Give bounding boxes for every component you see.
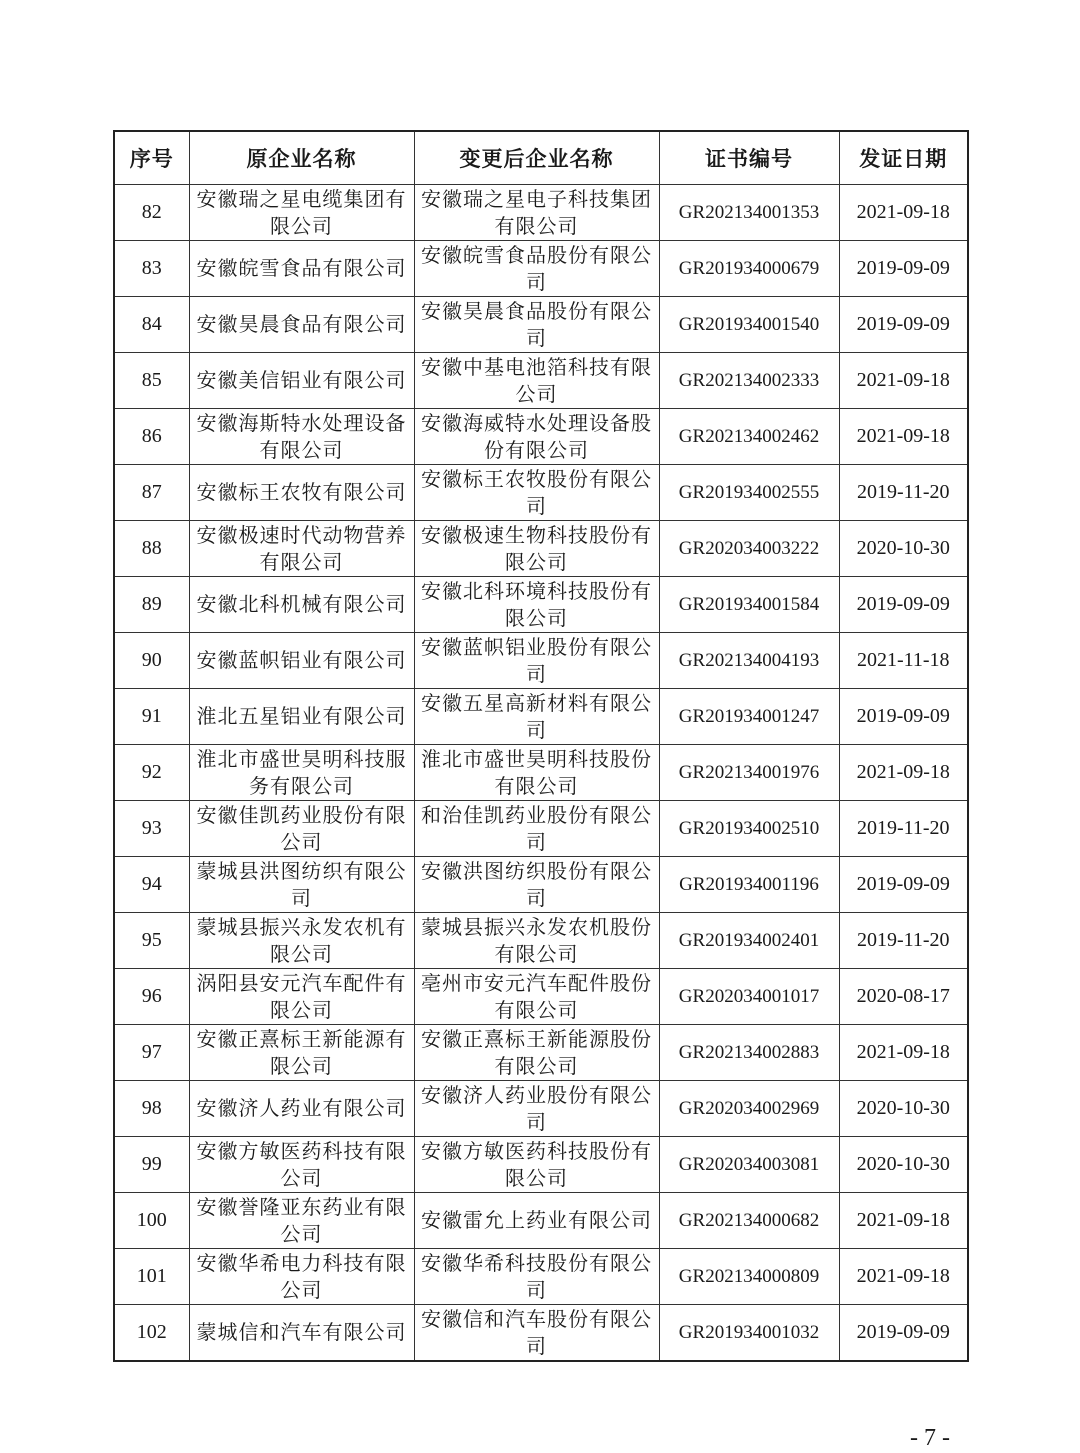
row-certificate-number: GR201934002555 [659,465,839,521]
row-issue-date: 2019-09-09 [839,241,968,297]
table-row [114,801,968,857]
row-original-name: 安徽蓝帜铝业有限公司 [189,633,414,689]
row-original-name: 安徽海斯特水处理设备有限公司 [189,409,414,465]
header-issue-date: 发证日期 [839,131,968,185]
table-row [114,521,968,577]
row-new-name: 安徽五星高新材料有限公司 [414,689,659,745]
row-certificate-number: GR202134000809 [659,1249,839,1305]
row-new-name: 安徽瑞之星电子科技集团有限公司 [414,185,659,241]
row-new-name: 安徽雷允上药业有限公司 [414,1193,659,1249]
row-new-name: 亳州市安元汽车配件股份有限公司 [414,969,659,1025]
row-new-name: 安徽信和汽车股份有限公司 [414,1305,659,1362]
row-original-name: 安徽北科机械有限公司 [189,577,414,633]
row-new-name: 安徽极速生物科技股份有限公司 [414,521,659,577]
row-seq: 92 [114,745,189,801]
table-row [114,241,968,297]
row-certificate-number: GR202134000682 [659,1193,839,1249]
row-new-name: 安徽中基电池箔科技有限公司 [414,353,659,409]
row-issue-date: 2021-09-18 [839,353,968,409]
row-seq: 98 [114,1081,189,1137]
row-new-name: 蒙城县振兴永发农机股份有限公司 [414,913,659,969]
row-certificate-number: GR202134001976 [659,745,839,801]
table-row [114,857,968,913]
enterprise-name-change-table [113,130,969,1362]
row-seq: 101 [114,1249,189,1305]
header-seq: 序号 [114,131,189,185]
row-certificate-number: GR202034003222 [659,521,839,577]
table-row [114,1137,968,1193]
enterprise-name-change-table-container [113,130,967,1362]
row-original-name: 安徽标王农牧有限公司 [189,465,414,521]
row-seq: 96 [114,969,189,1025]
row-original-name: 安徽极速时代动物营养有限公司 [189,521,414,577]
row-original-name: 安徽美信铝业有限公司 [189,353,414,409]
header-original-name: 原企业名称 [189,131,414,185]
row-certificate-number: GR201934001196 [659,857,839,913]
table-row [114,1081,968,1137]
table-row [114,297,968,353]
row-seq: 89 [114,577,189,633]
table-row [114,409,968,465]
row-original-name: 蒙城县洪图纺织有限公司 [189,857,414,913]
row-certificate-number: GR201934001540 [659,297,839,353]
table-row [114,185,968,241]
table-row [114,969,968,1025]
row-certificate-number: GR202134004193 [659,633,839,689]
row-new-name: 安徽济人药业股份有限公司 [414,1081,659,1137]
row-certificate-number: GR201934000679 [659,241,839,297]
table-body [114,185,968,1362]
row-new-name: 安徽皖雪食品股份有限公司 [414,241,659,297]
row-issue-date: 2021-09-18 [839,1193,968,1249]
row-original-name: 安徽瑞之星电缆集团有限公司 [189,185,414,241]
row-certificate-number: GR201934001032 [659,1305,839,1362]
table-row [114,1305,968,1362]
row-seq: 88 [114,521,189,577]
row-seq: 87 [114,465,189,521]
row-issue-date: 2019-11-20 [839,465,968,521]
row-new-name: 安徽洪图纺织股份有限公司 [414,857,659,913]
row-seq: 97 [114,1025,189,1081]
row-issue-date: 2019-11-20 [839,801,968,857]
row-new-name: 安徽北科环境科技股份有限公司 [414,577,659,633]
row-issue-date: 2020-10-30 [839,1137,968,1193]
row-new-name: 淮北市盛世昊明科技股份有限公司 [414,745,659,801]
row-new-name: 安徽海威特水处理设备股份有限公司 [414,409,659,465]
row-new-name: 安徽方敏医药科技股份有限公司 [414,1137,659,1193]
row-new-name: 和治佳凯药业股份有限公司 [414,801,659,857]
row-issue-date: 2019-09-09 [839,857,968,913]
row-original-name: 安徽华希电力科技有限公司 [189,1249,414,1305]
table-row [114,465,968,521]
row-seq: 84 [114,297,189,353]
row-issue-date: 2019-09-09 [839,1305,968,1362]
row-certificate-number: GR202134002462 [659,409,839,465]
row-issue-date: 2019-09-09 [839,297,968,353]
row-certificate-number: GR202134001353 [659,185,839,241]
row-original-name: 蒙城信和汽车有限公司 [189,1305,414,1362]
table-header-row [114,131,968,185]
row-issue-date: 2020-10-30 [839,521,968,577]
table-row [114,633,968,689]
row-certificate-number: GR201934001247 [659,689,839,745]
row-issue-date: 2021-09-18 [839,185,968,241]
row-original-name: 安徽方敏医药科技有限公司 [189,1137,414,1193]
row-certificate-number: GR201934001584 [659,577,839,633]
row-issue-date: 2020-08-17 [839,969,968,1025]
row-original-name: 安徽正熹标王新能源有限公司 [189,1025,414,1081]
row-new-name: 安徽标王农牧股份有限公司 [414,465,659,521]
table-row [114,1249,968,1305]
row-seq: 91 [114,689,189,745]
row-issue-date: 2021-09-18 [839,1025,968,1081]
row-seq: 102 [114,1305,189,1362]
row-certificate-number: GR201934002401 [659,913,839,969]
row-new-name: 安徽华希科技股份有限公司 [414,1249,659,1305]
row-new-name: 安徽蓝帜铝业股份有限公司 [414,633,659,689]
row-certificate-number: GR202034003081 [659,1137,839,1193]
row-seq: 99 [114,1137,189,1193]
row-original-name: 安徽昊晨食品有限公司 [189,297,414,353]
row-original-name: 安徽皖雪食品有限公司 [189,241,414,297]
table-row [114,913,968,969]
row-certificate-number: GR202034002969 [659,1081,839,1137]
table-row [114,745,968,801]
row-original-name: 淮北市盛世昊明科技服务有限公司 [189,745,414,801]
row-seq: 85 [114,353,189,409]
table-row [114,689,968,745]
row-issue-date: 2021-09-18 [839,1249,968,1305]
row-issue-date: 2019-11-20 [839,913,968,969]
row-issue-date: 2021-09-18 [839,409,968,465]
row-seq: 94 [114,857,189,913]
header-certificate-number: 证书编号 [659,131,839,185]
row-certificate-number: GR202034001017 [659,969,839,1025]
row-seq: 93 [114,801,189,857]
table-row [114,1025,968,1081]
table-row [114,353,968,409]
row-seq: 82 [114,185,189,241]
header-new-name: 变更后企业名称 [414,131,659,185]
table-row [114,1193,968,1249]
page-number: - 7 - [910,1425,950,1451]
table-row [114,577,968,633]
row-seq: 90 [114,633,189,689]
row-seq: 95 [114,913,189,969]
row-seq: 83 [114,241,189,297]
row-original-name: 安徽誉隆亚东药业有限公司 [189,1193,414,1249]
row-new-name: 安徽正熹标王新能源股份有限公司 [414,1025,659,1081]
row-certificate-number: GR202134002333 [659,353,839,409]
row-issue-date: 2019-09-09 [839,689,968,745]
row-original-name: 淮北五星铝业有限公司 [189,689,414,745]
row-original-name: 安徽佳凯药业股份有限公司 [189,801,414,857]
row-seq: 100 [114,1193,189,1249]
row-new-name: 安徽昊晨食品股份有限公司 [414,297,659,353]
row-original-name: 涡阳县安元汽车配件有限公司 [189,969,414,1025]
row-issue-date: 2021-09-18 [839,745,968,801]
row-original-name: 蒙城县振兴永发农机有限公司 [189,913,414,969]
row-certificate-number: GR201934002510 [659,801,839,857]
row-issue-date: 2020-10-30 [839,1081,968,1137]
row-certificate-number: GR202134002883 [659,1025,839,1081]
row-original-name: 安徽济人药业有限公司 [189,1081,414,1137]
row-seq: 86 [114,409,189,465]
row-issue-date: 2021-11-18 [839,633,968,689]
row-issue-date: 2019-09-09 [839,577,968,633]
